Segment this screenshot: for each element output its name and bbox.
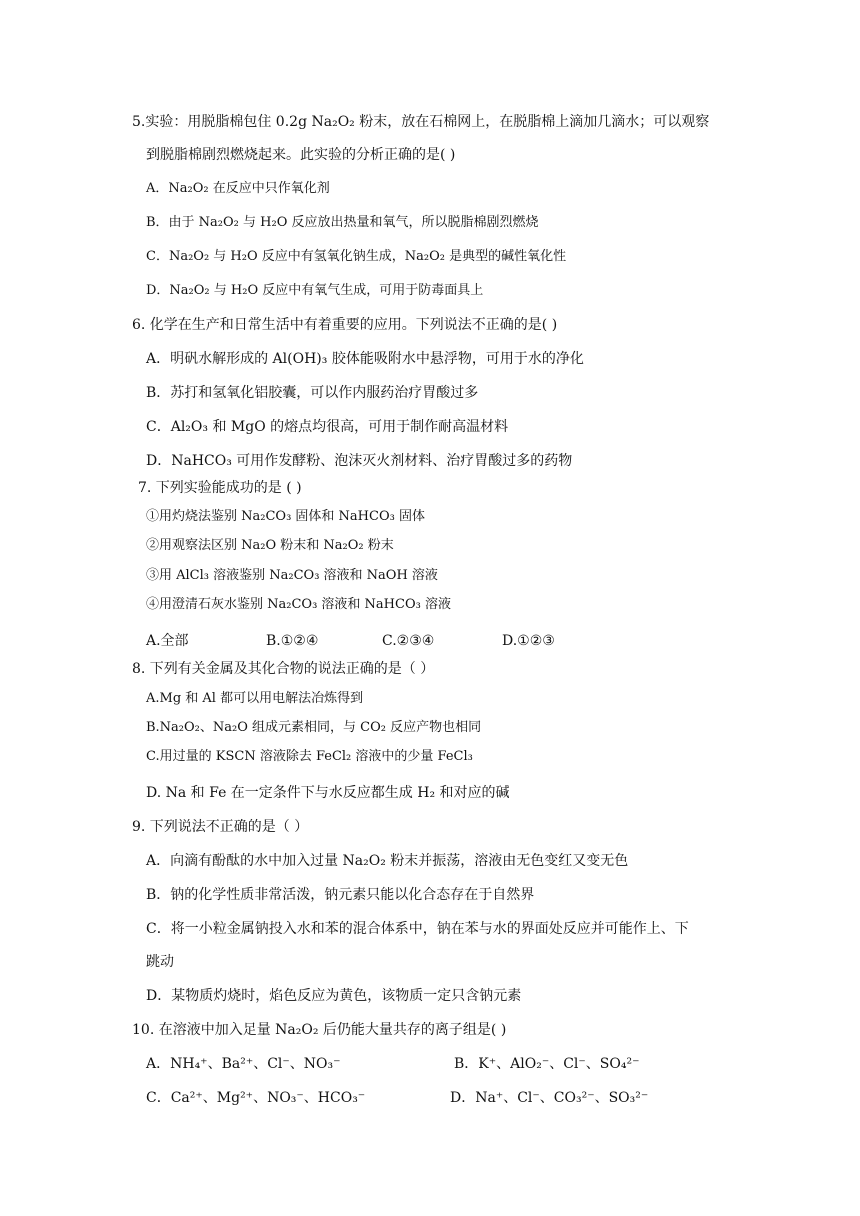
q6-stem: 6. 化学在生产和日常生活中有着重要的应用。下列说法不正确的是( ) — [132, 317, 558, 333]
q9-option-c-line1: C．将一小粒金属钠投入水和苯的混合体系中，钠在苯与水的界面处反应并可能作上、下 — [146, 921, 689, 937]
q8-option-a: A.Mg 和 Al 都可以用电解法冶炼得到 — [146, 691, 364, 706]
q10-option-a: A．NH₄⁺、Ba²⁺、Cl⁻、NO₃⁻ — [146, 1056, 341, 1072]
q5-option-d: D．Na₂O₂ 与 H₂O 反应中有氧气生成，可用于防毒面具上 — [146, 283, 484, 298]
q9-stem: 9. 下列说法不正确的是（ ） — [132, 819, 309, 835]
q7-stem: 7. 下列实验能成功的是 ( ) — [138, 480, 302, 496]
q8-option-b: B.Na₂O₂、Na₂O 组成元素相同，与 CO₂ 反应产物也相同 — [146, 720, 482, 735]
q7-item-2: ②用观察法区别 Na₂O 粉末和 Na₂O₂ 粉末 — [146, 538, 394, 553]
q9-option-d: D．某物质灼烧时，焰色反应为黄色，该物质一定只含钠元素 — [146, 988, 522, 1004]
q10-stem: 10. 在溶液中加入足量 Na₂O₂ 后仍能大量共存的离子组是( ) — [132, 1022, 507, 1038]
q7-item-1: ①用灼烧法鉴别 Na₂CO₃ 固体和 NaHCO₃ 固体 — [146, 509, 425, 524]
q10-option-b: B．K⁺、AlO₂⁻、Cl⁻、SO₄²⁻ — [454, 1056, 640, 1072]
q10-option-d: D．Na⁺、Cl⁻、CO₃²⁻、SO₃²⁻ — [450, 1090, 649, 1106]
q7-option-a: A.全部 — [146, 633, 189, 649]
q8-option-d: D. Na 和 Fe 在一定条件下与水反应都生成 H₂ 和对应的碱 — [146, 785, 510, 801]
q9-option-c-line2: 跳动 — [146, 954, 174, 970]
q5-stem-line1: 5.实验：用脱脂棉包住 0.2g Na₂O₂ 粉末，放在石棉网上，在脱脂棉上滴加几滴水；可以观察 — [132, 114, 710, 130]
q6-option-c: C．Al₂O₃ 和 MgO 的熔点均很高，可用于制作耐高温材料 — [146, 419, 509, 435]
q6-option-a: A．明矾水解形成的 Al(OH)₃ 胶体能吸附水中悬浮物，可用于水的净化 — [146, 351, 584, 367]
q7-item-4: ④用澄清石灰水鉴别 Na₂CO₃ 溶液和 NaHCO₃ 溶液 — [146, 597, 451, 612]
q5-option-a: A．Na₂O₂ 在反应中只作氧化剂 — [146, 181, 330, 196]
q7-option-d: D.①②③ — [502, 633, 555, 649]
q7-option-c: C.②③④ — [382, 633, 435, 649]
q7-option-b: B.①②④ — [266, 633, 319, 649]
q7-item-3: ③用 AlCl₃ 溶液鉴别 Na₂CO₃ 溶液和 NaOH 溶液 — [146, 568, 438, 583]
q6-option-b: B．苏打和氢氧化铝胶囊，可以作内服药治疗胃酸过多 — [146, 385, 479, 401]
q8-option-c: C.用过量的 KSCN 溶液除去 FeCl₂ 溶液中的少量 FeCl₃ — [146, 749, 473, 764]
q5-stem-line2: 到脱脂棉剧烈燃烧起来。此实验的分析正确的是( ) — [146, 147, 456, 163]
q5-option-b: B．由于 Na₂O₂ 与 H₂O 反应放出热量和氧气，所以脱脂棉剧烈燃烧 — [146, 215, 539, 230]
q8-stem: 8. 下列有关金属及其化合物的说法正确的是（ ） — [132, 661, 435, 677]
q9-option-a: A．向滴有酚酞的水中加入过量 Na₂O₂ 粉末并振荡，溶液由无色变红又变无色 — [146, 853, 629, 869]
q6-option-d: D．NaHCO₃ 可用作发酵粉、泡沫灭火剂材料、治疗胃酸过多的药物 — [146, 453, 573, 469]
q5-option-c: C．Na₂O₂ 与 H₂O 反应中有氢氧化钠生成，Na₂O₂ 是典型的碱性氧化性 — [146, 249, 567, 264]
q9-option-b: B．钠的化学性质非常活泼，钠元素只能以化合态存在于自然界 — [146, 887, 535, 903]
q10-option-c: C．Ca²⁺、Mg²⁺、NO₃⁻、HCO₃⁻ — [146, 1090, 366, 1106]
